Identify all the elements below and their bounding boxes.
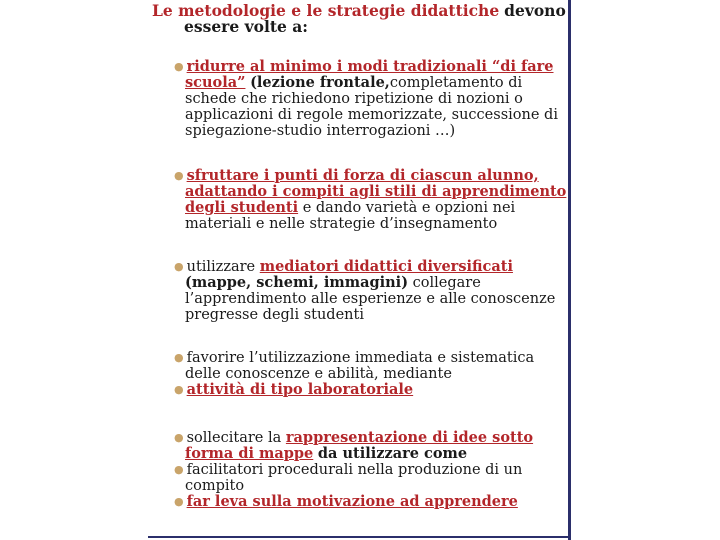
item2-red3: degli studenti (185, 199, 299, 216)
item3-rest3: pregresse degli studenti (185, 307, 364, 323)
item2-red1: sfruttare i punti di forza di ciascun alunno, (186, 167, 539, 184)
bullet-icon: ● (174, 351, 184, 364)
title-black: devono (504, 1, 566, 20)
bullet-icon: ● (174, 463, 184, 476)
item1-bold: (lezione frontale, (250, 74, 390, 91)
title-line2: essere volte a: (184, 17, 309, 36)
item2-red2: adattando i compiti agli stili di apprendimento (185, 183, 567, 200)
bullet-icon: ● (174, 60, 184, 73)
item3-rest2: l’apprendimento alle esperienze e alle conoscenze (185, 291, 556, 307)
bullet-icon: ● (174, 169, 184, 182)
slide-title (152, 1, 566, 36)
item4-line1: favorire l’utilizzazione immediata e sistematica (186, 350, 535, 366)
right-border (568, 0, 571, 540)
item1-rest2: schede che richiedono ripetizione di nozioni o (185, 91, 523, 107)
bullet-icon: ● (174, 260, 184, 273)
item1-rest3: applicazioni di regole memorizzate, successione di (185, 107, 558, 123)
item5-red3: far leva sulla motivazione ad apprendere (186, 493, 518, 510)
item1-red: ridurre al minimo i modi tradizionali “di fare (186, 58, 554, 75)
item3-red: mediatori didattici diversificati (259, 258, 513, 275)
item5-line4: compito (185, 478, 245, 494)
bottom-border (148, 536, 571, 538)
item1-red2: scuola” (185, 74, 246, 91)
item5-pre: sollecitare la (186, 430, 282, 446)
list-item-5 (174, 430, 562, 510)
bullet-icon: ● (174, 431, 184, 444)
item3-rest1: collegare (412, 275, 481, 291)
list-item-4 (174, 350, 562, 398)
item1-rest1: completamento di (389, 75, 523, 91)
item1-rest4: spiegazione-studio interrogazioni …) (185, 123, 456, 139)
item2-rest2: materiali e nelle strategie d’insegnamento (185, 216, 498, 232)
item4-line2: delle conoscenze e abilità, mediante (185, 366, 452, 382)
bullet-icon: ● (174, 383, 184, 396)
item5-line3: facilitatori procedurali nella produzione di un (186, 462, 523, 478)
bullet-icon: ● (174, 495, 184, 508)
item5-red1: rappresentazione di idee sotto (285, 429, 534, 446)
list-item-3 (174, 259, 562, 323)
item3-bold: (mappe, schemi, immagini) (185, 274, 409, 291)
item5-red2: forma di mappe (185, 445, 314, 462)
item3-pre: utilizzare (186, 259, 256, 275)
item5-bold: da utilizzare come (317, 445, 468, 462)
list-item-2 (174, 167, 567, 232)
list-item-1 (174, 59, 562, 139)
title-red: Le metodologie e le strategie didattiche (152, 1, 500, 20)
item4-red: attività di tipo laboratoriale (186, 381, 414, 398)
item2-rest1: e dando varietà e opzioni nei (302, 200, 516, 216)
